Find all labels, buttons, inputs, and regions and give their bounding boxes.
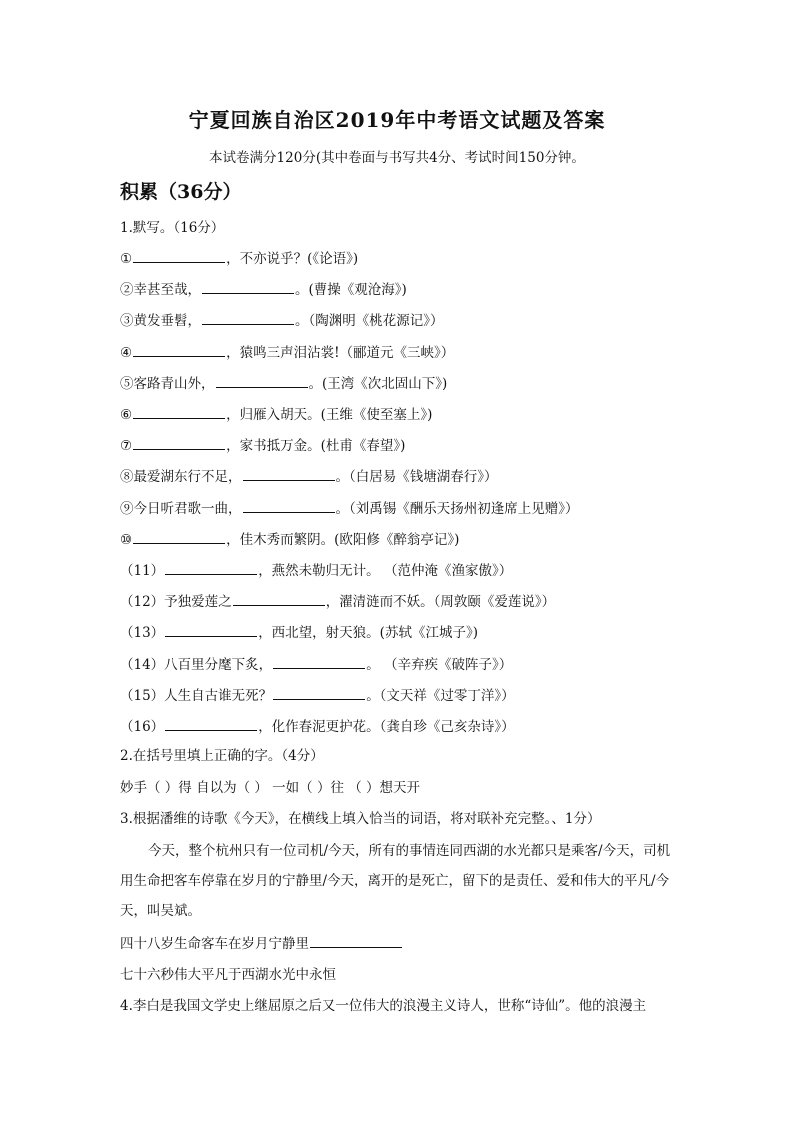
- q1-header: 1.默写。（16分）: [120, 220, 225, 236]
- exam-note: 本试卷满分120分(其中卷面与书写共4分、考试时间150分钟。: [209, 150, 585, 166]
- q1-item: [120, 592, 680, 612]
- answer-blank[interactable]: [133, 437, 225, 450]
- q1-item: [120, 655, 680, 675]
- q1-item: [120, 499, 680, 519]
- answer-blank[interactable]: [243, 468, 335, 481]
- q1-item-suffix: ，燕然未勒归无计。 （范仲淹《渔家傲》）: [258, 563, 513, 579]
- q1-item-prefix: （16）: [120, 719, 165, 735]
- answer-blank[interactable]: [165, 624, 257, 637]
- q1-item-prefix: ③黄发垂髫，: [120, 313, 201, 330]
- q1-item-suffix: 。（陶渊明《桃花源记》）: [295, 313, 444, 330]
- q1-item: [120, 374, 680, 394]
- q1-item-prefix: ⑥: [120, 407, 133, 423]
- q1-item: [120, 530, 680, 550]
- q1-item-suffix: ，佳木秀而繁阴。(欧阳修《醉翁亭记》): [226, 531, 460, 548]
- q1-item: [120, 249, 680, 269]
- q3-header: 3.根据潘维的诗歌《今天》，在横线上填入恰当的词语，将对联补充完整。、1分）: [120, 811, 601, 827]
- q1-item: [120, 467, 680, 487]
- answer-blank[interactable]: [216, 375, 308, 388]
- answer-blank[interactable]: [133, 344, 225, 357]
- q1-item-suffix: ，猿鸣三声泪沾裳!（郦道元《三峡》）: [226, 344, 455, 361]
- couplet-answer-blank[interactable]: [310, 935, 402, 948]
- q2-header: 2.在括号里填上正确的字。（4分）: [120, 748, 324, 764]
- q4-line: 4.李白是我国文学史上继屈原之后又一位伟大的浪漫主义诗人，世称“诗仙”。他的浪漫主: [120, 998, 647, 1014]
- q1-item-prefix: （14）八百里分麾下炙，: [120, 656, 273, 673]
- answer-blank[interactable]: [273, 656, 365, 669]
- q1-item-prefix: ①: [120, 251, 133, 267]
- q2-line: 妙手（ ）得 自以为（ ） 一如（ ）往 （ ）想天开: [120, 780, 421, 796]
- q1-item-suffix: ，化作春泥更护花。（龚自珍《己亥杂诗》）: [258, 719, 515, 735]
- answer-blank[interactable]: [202, 281, 294, 294]
- q1-item-suffix: 。(王湾《次北固山下》): [308, 375, 448, 392]
- answer-blank[interactable]: [233, 593, 325, 606]
- q1-item-prefix: ⑨今日听君歌一曲，: [120, 500, 242, 517]
- answer-blank[interactable]: [133, 406, 225, 419]
- q1-item-prefix: （15）人生自古谁无死？: [120, 687, 273, 704]
- q3-poem-paragraph: 今天，整个杭州只有一位司机/今天，所有的事情连同西湖的水光都只是乘客/今天，司机用生命把客车停靠在岁月的宁静里/今天，离开的是死亡，留下的是责任、爱和伟大的平凡/今天，叫吴斌。: [120, 843, 671, 919]
- answer-blank[interactable]: [133, 250, 225, 263]
- answer-blank[interactable]: [165, 718, 257, 731]
- page-title: 宁夏回族自治区2019年中考语文试题及答案: [188, 108, 606, 132]
- q1-item-suffix: 。（白居易《钱塘湖春行》）: [335, 469, 498, 486]
- answer-blank[interactable]: [202, 312, 294, 325]
- q3-couplet-upper: [120, 934, 680, 954]
- section-heading: 积累（36分）: [120, 181, 242, 203]
- q1-item: [120, 436, 680, 456]
- q1-item-suffix: 。（文天祥《过零丁洋》）: [366, 687, 515, 704]
- answer-blank[interactable]: [133, 531, 225, 544]
- q1-item-suffix: ，西北望，射天狼。(苏轼《江城子》): [258, 625, 478, 642]
- q1-item-prefix: ⑦: [120, 438, 133, 455]
- answer-blank[interactable]: [273, 687, 365, 700]
- q1-item: [120, 311, 680, 331]
- q1-item: [120, 405, 680, 425]
- q1-item-prefix: （13）: [120, 625, 165, 642]
- q1-item-suffix: ，归雁入胡天。(王维《使至塞上》): [226, 407, 433, 423]
- q1-item-prefix: （12）予独爱莲之: [120, 594, 232, 611]
- q1-item-prefix: ②幸甚至哉，: [120, 282, 201, 299]
- q1-item-suffix: ，濯清涟而不妖。（周敦颐《爱莲说》）: [325, 594, 556, 611]
- q1-item-prefix: ④: [120, 344, 133, 361]
- q3-couplet-lower: 七十六秒伟大平凡于西湖水光中永恒: [120, 967, 336, 983]
- answer-blank[interactable]: [165, 562, 257, 575]
- q1-item: [120, 623, 680, 643]
- q1-item-suffix: 。 （辛弃疾《破阵子》）: [366, 656, 513, 673]
- q1-item-prefix: ⑩: [120, 531, 133, 548]
- q1-item-prefix: ⑤客路青山外，: [120, 375, 215, 392]
- q1-item-prefix: ⑧最爱湖东行不足，: [120, 469, 242, 486]
- q1-item-suffix: ，家书抵万金。(杜甫《春望》): [226, 438, 406, 455]
- q1-item: [120, 717, 680, 737]
- q1-item: [120, 561, 680, 581]
- q1-item: [120, 280, 680, 300]
- q1-item-suffix: 。（刘禹锡《酬乐天扬州初逢席上见赠》）: [335, 500, 579, 517]
- q1-item-prefix: （11）: [120, 563, 165, 579]
- q1-item: [120, 343, 680, 363]
- q1-item-suffix: 。(曹操《观沧海》): [295, 282, 407, 299]
- q1-item: [120, 686, 680, 706]
- answer-blank[interactable]: [243, 500, 335, 513]
- q1-item-suffix: ，不亦说乎？(《论语》): [226, 251, 359, 267]
- couplet-upper-text: 四十八岁生命客车在岁月宁静里: [120, 936, 309, 952]
